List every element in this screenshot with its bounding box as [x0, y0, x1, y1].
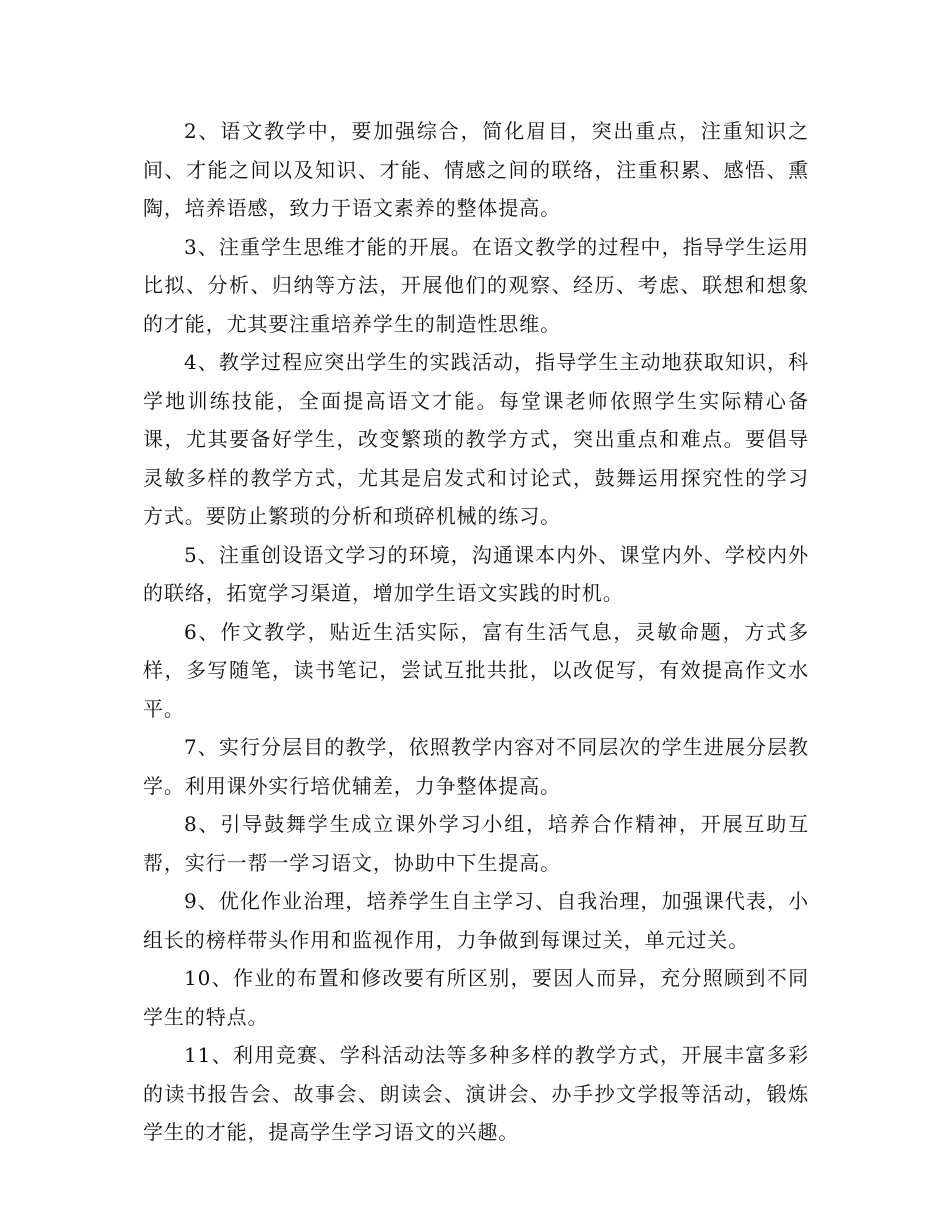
paragraph-item-3: 3、注重学生思维才能的开展。在语文教学的过程中，指导学生运用比拟、分析、归纳等方法，开展他们的观察、经历、考虑、联想和想象的才能，尤其要注重培养学生的制造性思维。 — [143, 234, 809, 336]
paragraph-item-7: 7、实行分层目的教学，依照教学内容对不同层次的学生进展分层教学。利用课外实行培优辅差，力争整体提高。 — [143, 735, 809, 798]
paragraph-item-9: 9、优化作业治理，培养学生自主学习、自我治理，加强课代表，小组长的榜样带头作用和监视作用，力争做到每课过关，单元过关。 — [143, 889, 809, 952]
document-body — [143, 112, 809, 1152]
paragraph-item-8: 8、引导鼓舞学生成立课外学习小组，培养合作精神，开展互助互帮，实行一帮一学习语文，协助中下生提高。 — [143, 812, 809, 875]
paragraph-item-5: 5、注重创设语文学习的环境，沟通课本内外、课堂内外、学校内外的联络，拓宽学习渠道，增加学生语文实践的时机。 — [143, 542, 809, 605]
paragraph-item-6: 6、作文教学，贴近生活实际，富有生活气息，灵敏命题，方式多样，多写随笔，读书笔记，尝试互批共批，以改促写，有效提高作文水平。 — [143, 619, 809, 721]
paragraph-item-10: 10、作业的布置和修改要有所区别，要因人而异，充分照顾到不同学生的特点。 — [143, 966, 809, 1029]
paragraph-item-11: 11、利用竞赛、学科活动法等多种多样的教学方式，开展丰富多彩的读书报告会、故事会、朗读会、演讲会、办手抄文学报等活动，锻炼学生的才能，提高学生学习语文的兴趣。 — [143, 1043, 809, 1144]
paragraph-item-2: 2、语文教学中，要加强综合，简化眉目，突出重点，注重知识之间、才能之间以及知识、才能、情感之间的联络，注重积累、感悟、熏陶，培养语感，致力于语文素养的整体提高。 — [143, 119, 809, 220]
paragraph-item-4: 4、教学过程应突出学生的实践活动，指导学生主动地获取知识，科学地训练技能，全面提高语文才能。每堂课老师依照学生实际精心备课，尤其要备好学生，改变繁琐的教学方式，突出重点和难点。要倡导灵敏多样的教学方式，尤其是启发式和讨论式，鼓舞运用探究性的学习方式。要防止繁琐的分析和琐碎机械的练习。 — [143, 350, 809, 528]
